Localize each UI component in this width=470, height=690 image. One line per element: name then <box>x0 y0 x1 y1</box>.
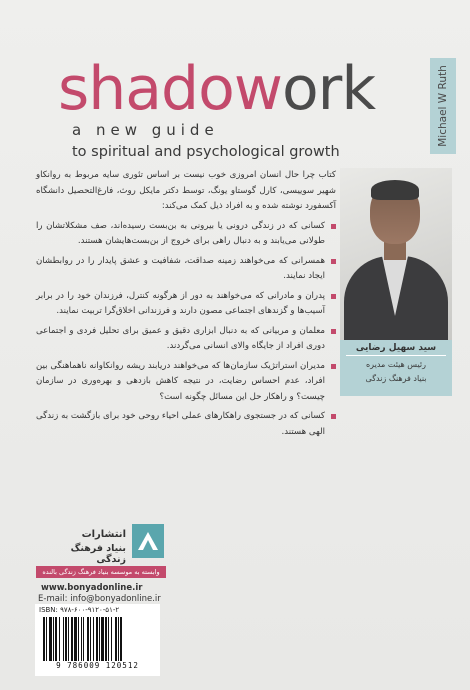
barcode-bar <box>53 617 54 661</box>
description-text <box>36 168 336 444</box>
barcode-bar <box>55 617 57 661</box>
barcode-bar <box>81 617 82 661</box>
bullet-item: پدران و مادرانی که می‌خواهند به دور از هرگونه کنترل، فرزندان خود را در برابر آسیب‌ها و گزندهای اجتماعی مصون دارند و فرزندانی اخلاق‌گرا تربیت نمایند. <box>36 289 336 320</box>
bullet-item: کسانی که در جستجوی راهکارهای عملی احیاء روحی خود برای بازگشت به زندگی الهی هستند. <box>36 409 336 440</box>
cover-title <box>58 54 375 124</box>
publisher-affiliation-strip: وابسته به موسسه بنیاد فرهنگ زندگی بالنده <box>36 566 166 578</box>
bullet-item: معلمان و مربیانی که به دنبال ابزاری دقیق و عمیق برای تحلیل فردی و اجتماعی دوری افراد از جایگاه والای انسانی می‌گردند. <box>36 324 336 355</box>
subtitle-line-2: to spiritual and psychological growth <box>72 144 340 160</box>
barcode-bars <box>43 617 153 661</box>
publisher-website: www.bonyadonline.ir <box>41 583 143 593</box>
barcode-bar <box>101 617 104 661</box>
divider <box>346 355 446 356</box>
publisher-logo-icon <box>132 524 164 558</box>
author-name-vertical: Michael W Ruth <box>437 65 449 147</box>
barcode-bar <box>65 617 67 661</box>
barcode-bar <box>78 617 79 661</box>
barcode-number: 9 786009 120512 <box>56 661 139 670</box>
barcode-bar <box>105 617 107 661</box>
barcode-bar <box>93 617 94 661</box>
translator-name: سید سهیل رضایی <box>355 343 437 353</box>
barcode-bar <box>111 617 112 661</box>
bullet-item: کسانی که در زندگی درونی یا بیرونی به بن‌بست رسیده‌اند، صف مشکلاتشان را طولانی می‌یابند و به دنبال راهی برای خروج از بن‌بست‌هایشان هستند. <box>36 219 336 250</box>
publisher-label: انتشارات <box>81 529 126 540</box>
barcode-box <box>35 604 160 676</box>
barcode-bar <box>49 617 52 661</box>
barcode-bar <box>63 617 64 661</box>
barcode-bar <box>90 617 91 661</box>
author-side-tab <box>430 58 456 154</box>
barcode-bar <box>74 617 77 661</box>
translator-name-box <box>340 340 452 396</box>
title-part-w: w <box>233 54 282 124</box>
barcode-bar <box>43 617 45 661</box>
publisher-name: بنیاد فرهنگ زندگی <box>70 543 126 565</box>
bullet-item: مدیران استراتژیک سازمان‌ها که می‌خواهند دریابند ریشه روانکاوانه ناهماهنگی بین افراد، عدم احساس رضایت، در نتیجه کاهش بازدهی و بهره‌وری در سازمان چیست؟ و راهکار حل این مسائل چگونه است؟ <box>36 359 336 406</box>
barcode-bar <box>99 617 100 661</box>
barcode-bar <box>71 617 73 661</box>
barcode-bar <box>59 617 60 661</box>
barcode-bar <box>115 617 117 661</box>
translator-role: رئیس هیئت مدیره <box>365 360 426 369</box>
bullet-item: همسرانی که می‌خواهند زمینه صداقت، شفافیت و عشق پایدار را در روابطشان ایجاد نمایند. <box>36 254 336 285</box>
barcode-bar <box>118 617 119 661</box>
barcode-bar <box>68 617 69 661</box>
isbn-text: ISBN: ۹۷۸-۶۰۰-۹۱۲۰-۵۱-۲ <box>39 606 120 614</box>
translator-organization: بنیاد فرهنگ زندگی <box>365 374 427 383</box>
photo-hair <box>371 180 419 200</box>
barcode-bar <box>120 617 122 661</box>
barcode-bar <box>96 617 98 661</box>
barcode-bar <box>46 617 47 661</box>
barcode-bar <box>108 617 109 661</box>
translator-photo <box>340 168 452 340</box>
title-part-ork: ork <box>281 54 376 124</box>
intro-paragraph: کتاب چرا حال انسان امروزی خوب نیست بر اساس تئوری سایه مربوط به روانکاو شهیر سوییسی، کارل گوستاو یونگ، توسط دکتر مایکل روث، فارغ‌التحصیل دانشگاه آکسفورد نوشته شده و به افراد ذیل کمک می‌کند: <box>36 170 336 211</box>
publisher-email: E-mail: info@bonyadonline.ir <box>38 594 161 604</box>
title-part-shado: shado <box>58 54 234 124</box>
barcode-bar <box>87 617 89 661</box>
subtitle-line-1: a new guide <box>72 121 219 139</box>
barcode-bar <box>83 617 84 661</box>
